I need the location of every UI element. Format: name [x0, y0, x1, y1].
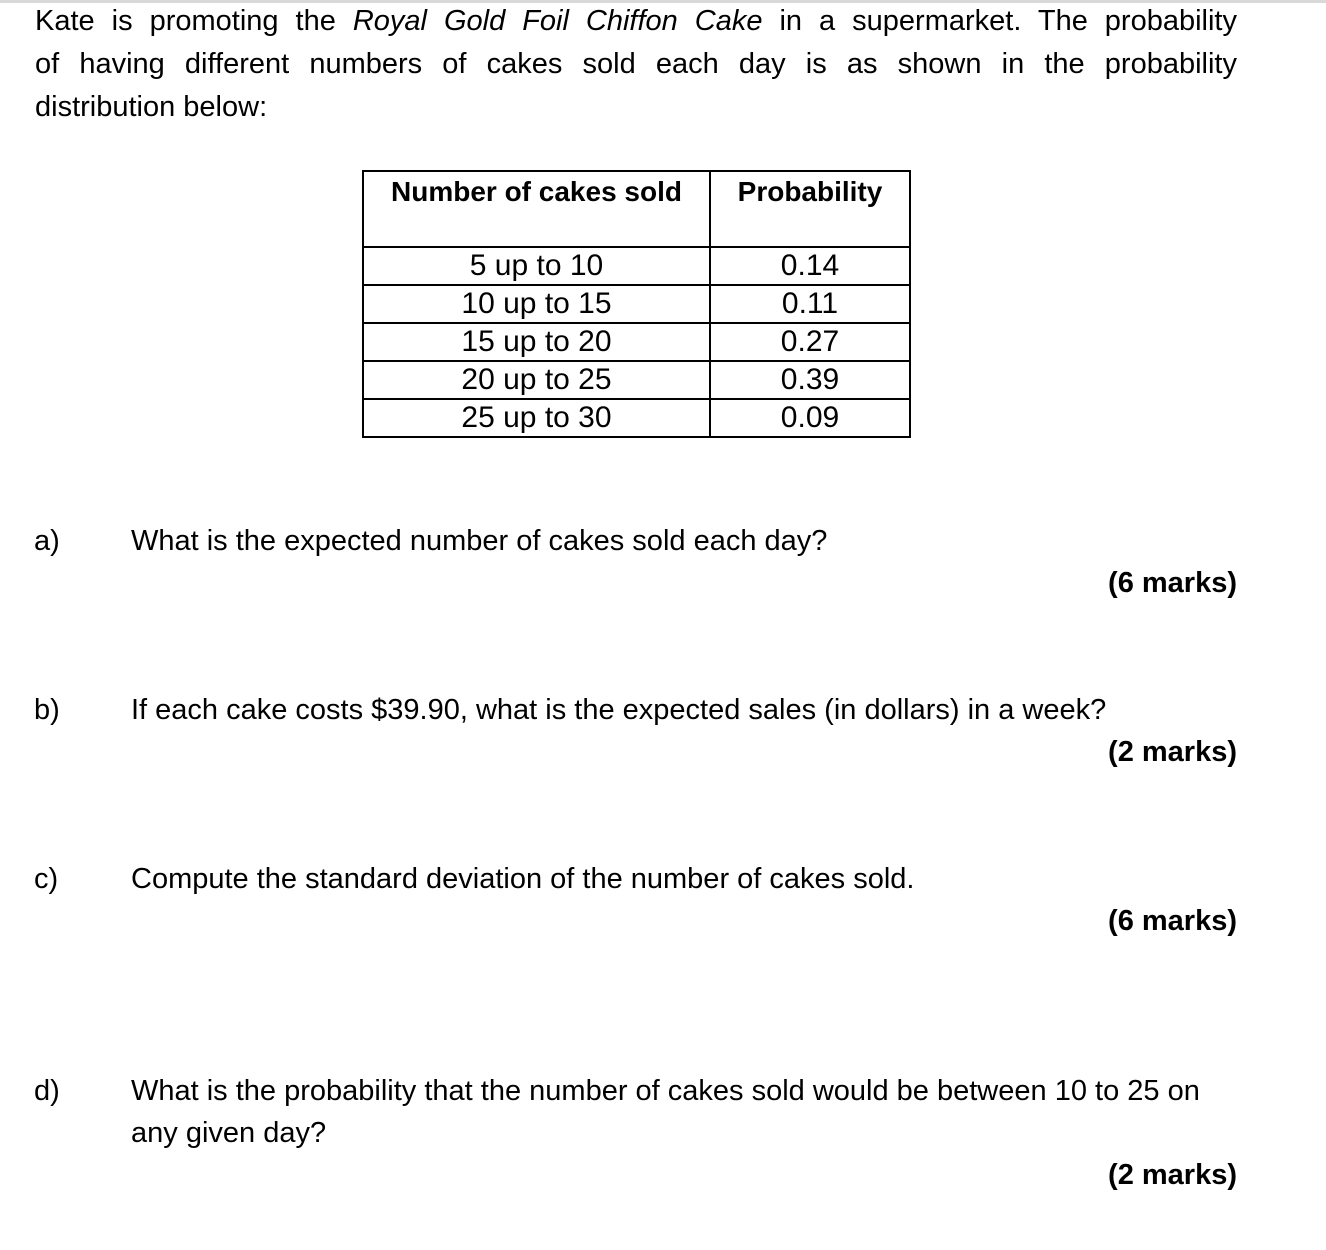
question-text: What is the expected number of cakes sold each day? [131, 525, 828, 557]
cell-probability: 0.14 [710, 247, 910, 285]
intro-paragraph [35, 0, 1237, 129]
cell-probability: 0.09 [710, 399, 910, 437]
cell-probability: 0.11 [710, 285, 910, 323]
table-row [363, 323, 910, 361]
product-name: Royal Gold Foil Chiffon Cake [352, 5, 763, 37]
cell-range: 25 up to 30 [363, 399, 710, 437]
marks-c: (6 marks) [1108, 905, 1237, 937]
cell-probability: 0.27 [710, 323, 910, 361]
table-row [363, 361, 910, 399]
intro-line-2: of having different numbers of cakes sold each day is as shown in the probability [35, 48, 1237, 80]
intro-text: in a supermarket. The probability [762, 5, 1237, 37]
cell-probability: 0.39 [710, 361, 910, 399]
table-row [363, 285, 910, 323]
question-letter: b) [34, 694, 60, 726]
cell-range: 20 up to 25 [363, 361, 710, 399]
header-cakes-sold: Number of cakes sold [363, 171, 710, 247]
cell-range: 5 up to 10 [363, 247, 710, 285]
table-header-row [363, 171, 910, 247]
cell-range: 10 up to 15 [363, 285, 710, 323]
question-text: Compute the standard deviation of the number of cakes sold. [131, 863, 915, 895]
header-probability: Probability [710, 171, 910, 247]
table-row [363, 399, 910, 437]
intro-line-1 [35, 0, 1237, 43]
question-text: If each cake costs $39.90, what is the expected sales (in dollars) in a week? [131, 694, 1107, 726]
intro-text: Kate is promoting the [35, 5, 353, 37]
question-letter: d) [34, 1075, 60, 1107]
marks-a: (6 marks) [1108, 567, 1237, 599]
intro-line-3: distribution below: [35, 91, 268, 123]
question-text: What is the probability that the number of cakes sold would be between 10 to 25 on any given day? [131, 1075, 1200, 1149]
probability-distribution-table [362, 170, 911, 438]
question-letter: c) [34, 863, 59, 895]
question-letter: a) [34, 525, 60, 557]
cell-range: 15 up to 20 [363, 323, 710, 361]
marks-b: (2 marks) [1108, 736, 1237, 768]
marks-d: (2 marks) [1108, 1159, 1237, 1191]
table-row [363, 247, 910, 285]
